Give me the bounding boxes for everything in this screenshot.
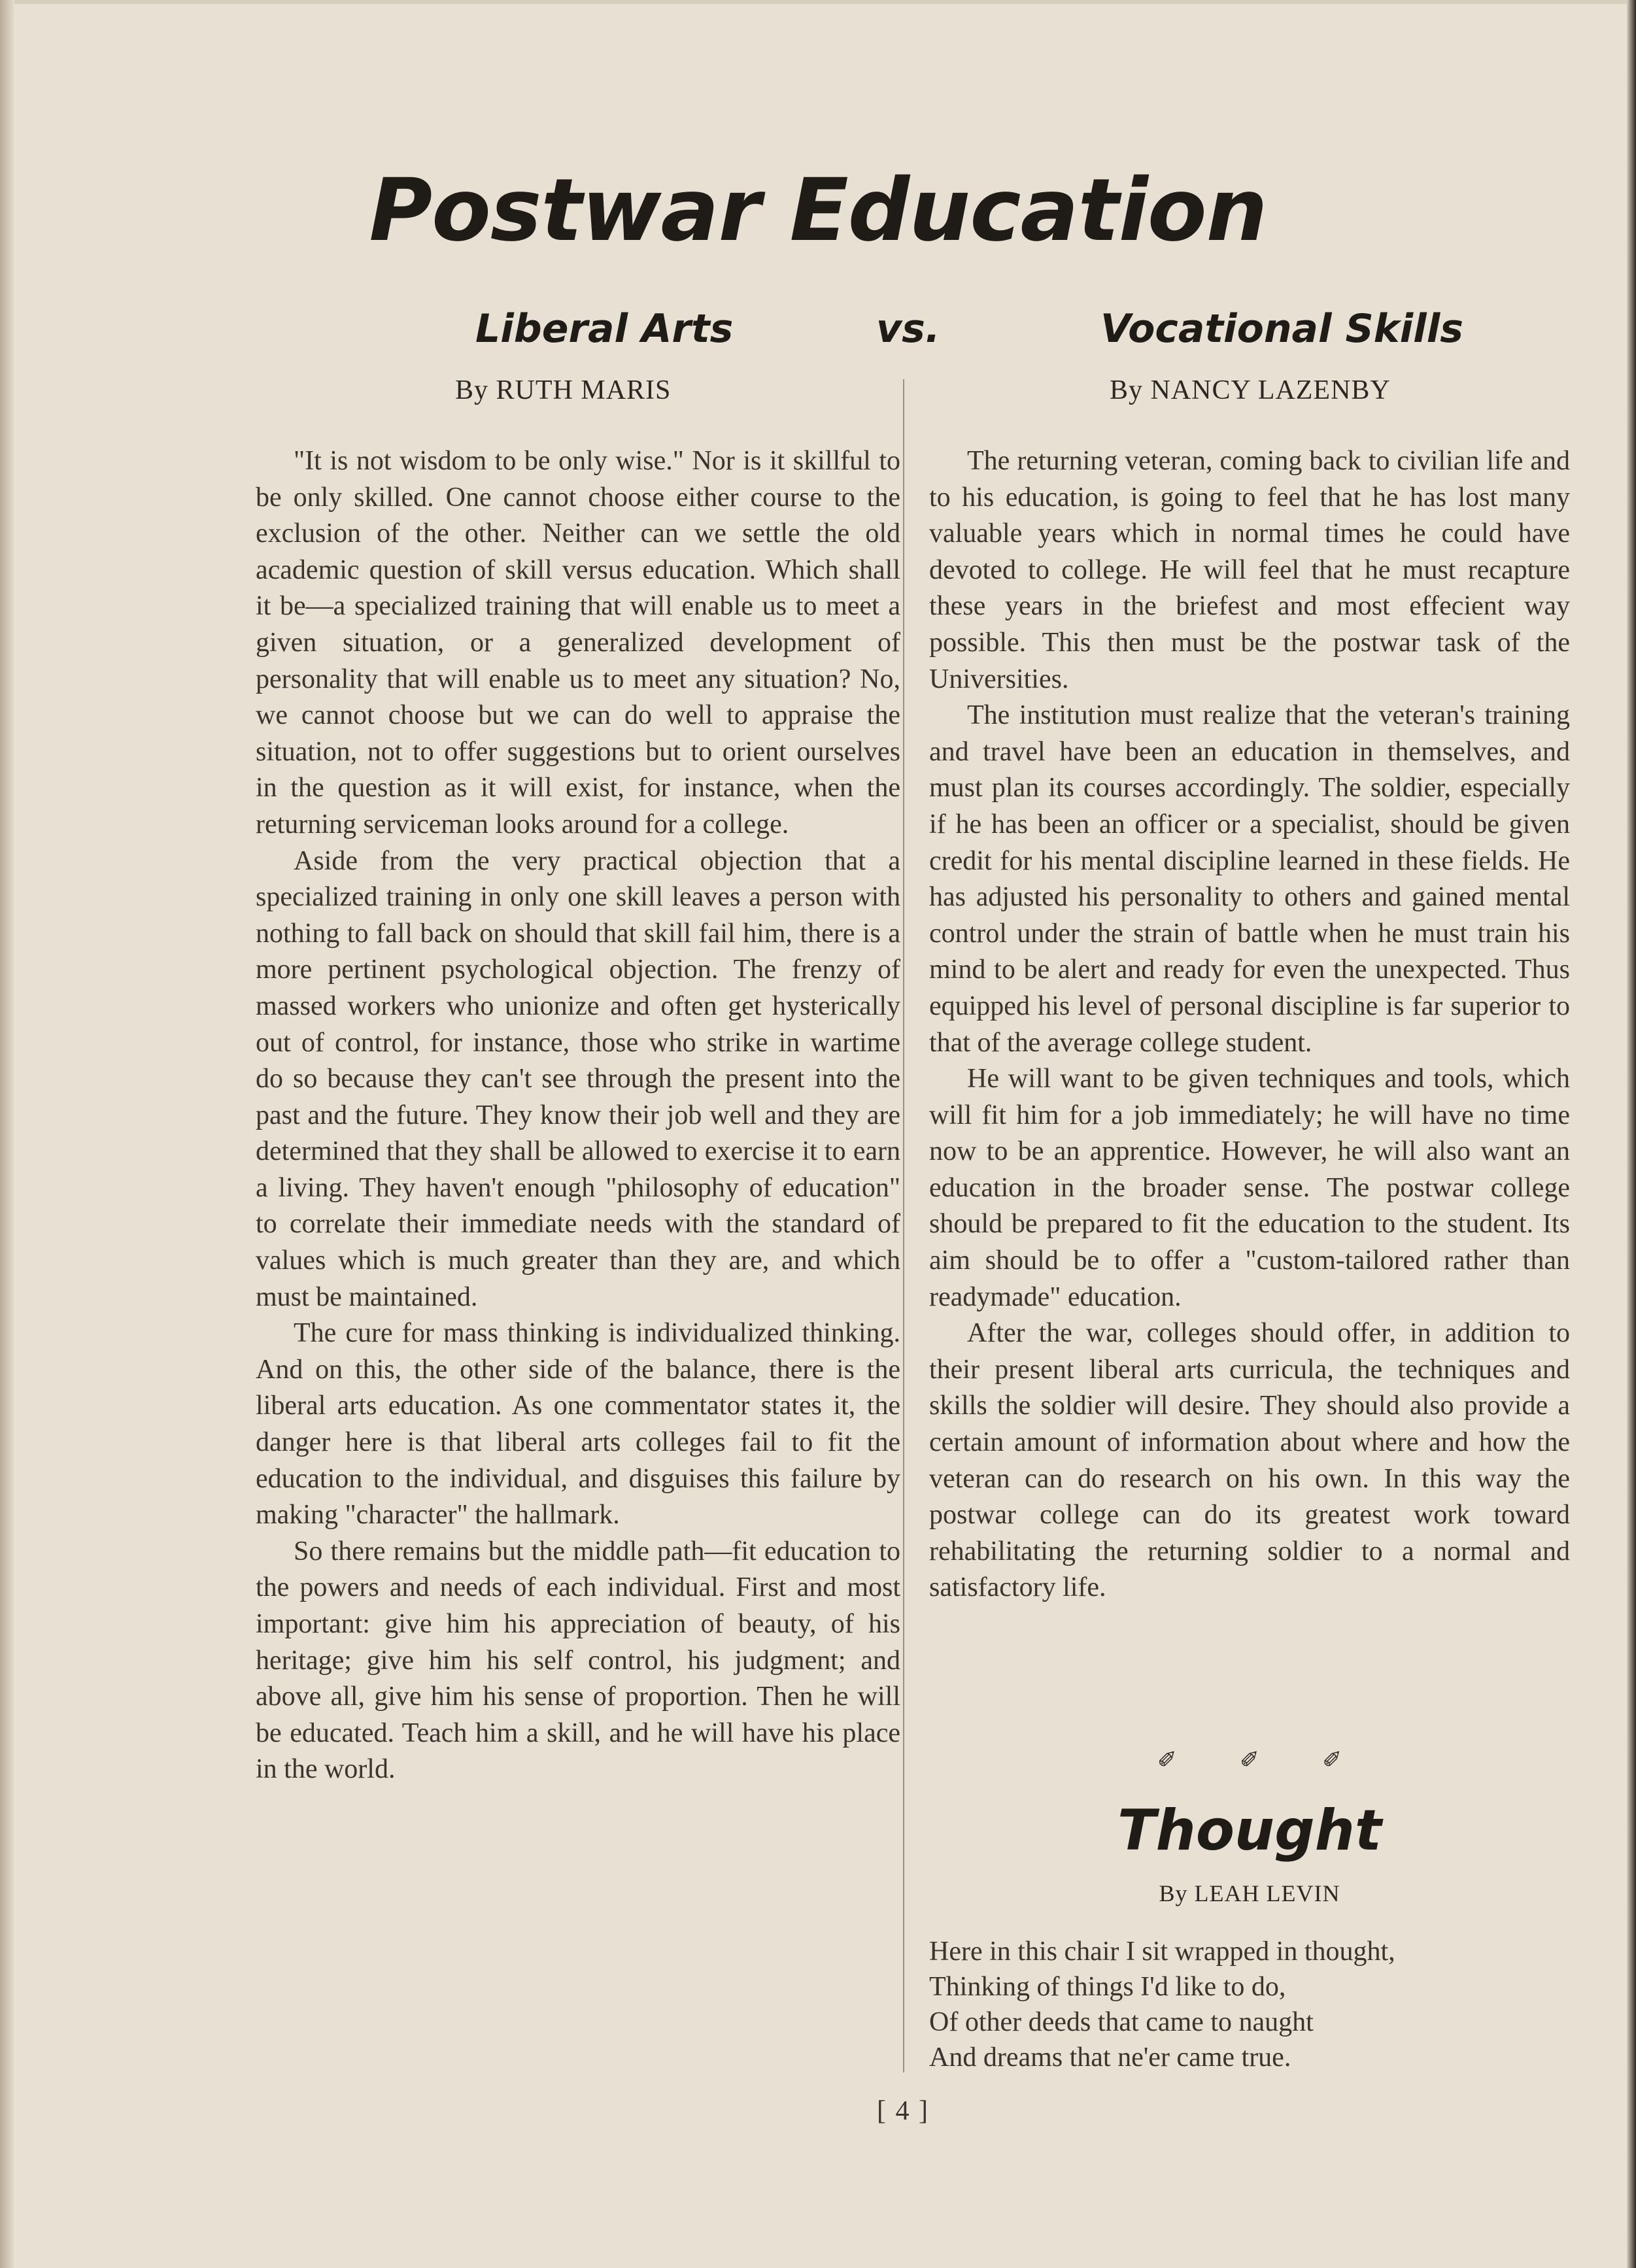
section-ornament	[929, 1747, 1570, 1774]
right-article-body	[929, 443, 1570, 1606]
page-title: Postwar Education	[369, 160, 1267, 261]
column-divider	[903, 379, 904, 2073]
ornament-mark: ✐	[1157, 1747, 1177, 1774]
right-paragraph: The returning veteran, coming back to civilian life and to his education, is going to feel that he has lost many valuable years which in normal times he could have devoted to college. He will feel that he must recapture these years in the briefest and most effecient way possible. This then must be the postwar task of the Universities.	[929, 446, 1570, 694]
right-column-byline: By NANCY LAZENBY	[1110, 375, 1391, 405]
poem-byline: By LEAH LEVIN	[1159, 1880, 1340, 1906]
left-paragraph: Aside from the very practical objection that a specialized training in only one skill leaves a person with nothing to fall back on should that skill fail him, there is a more pertinent psychological objection. The frenzy of massed workers who unionize and often get hysterically out of control, for instance, those who strike in wartime do so because they can't see through the present into the past and the future. They know their job well and they are determined that they shall be allowed to exercise it to earn a living. They haven't enough "philosophy of education" to correlate their immediate needs with the standard of values which is much greater than they are, and which must be maintained.	[256, 845, 900, 1312]
left-paragraph: The cure for mass thinking is individualized thinking. And on this, the other side of the balance, there is the liberal arts education. As one commentator states it, the danger here is that liberal arts colleges fail to fit the education to the individual, and disguises this failure by making "character" the hallmark.	[256, 1318, 900, 1531]
left-article-body	[256, 443, 900, 1788]
ornament-mark: ✐	[1239, 1747, 1260, 1774]
page-right-edge	[1627, 0, 1636, 2268]
right-paragraph: He will want to be given techniques and tools, which will fit him for a job immediately; he will have no time now to be an apprentice. However, he will also want an education in the broader sense. The postwar college should be prepared to fit the education to the student. Its aim should be to offer a "custom-tailored rather than readymade" education.	[929, 1064, 1570, 1312]
left-column-heading: Liberal Arts	[475, 306, 734, 352]
poem-line: Of other deeds that came to naught	[929, 2007, 1314, 2037]
poem-line: And dreams that ne'er came true.	[929, 2042, 1291, 2073]
page-number: [ 4 ]	[877, 2096, 929, 2126]
page-binding-edge	[0, 0, 14, 2268]
left-paragraph: So there remains but the middle path—fit education to the powers and needs of each individual. First and most important: give him his appreciation of beauty, of his heritage; give him his self control, his judgment; and above all, give him his sense of proportion. Then he will be educated. Teach him a skill, and he will have his place in the world.	[256, 1536, 900, 1785]
poem-title: Thought	[1117, 1798, 1382, 1863]
right-paragraph: The institution must realize that the veteran's training and travel have been an education in themselves, and must plan its courses accordingly. The soldier, especially if he has been an officer or a specialist, should be given credit for his mental discipline learned in these fields. He has adjusted his personality to others and gained mental control under the strain of battle when he must train his mind to be alert and ready for even the unexpected. Thus equipped his level of personal discipline is far superior to that of the average college student.	[929, 700, 1570, 1058]
left-paragraph: "It is not wisdom to be only wise." Nor is it skillful to be only skilled. One cannot choose either course to the exclusion of the other. Neither can we settle the old academic question of skill versus education. Which shall it be—a specialized training that will enable us to meet a given situation, or a generalized development of personality that will enable us to meet any situation? No, we cannot choose but we can do well to appraise the situation, not to offer suggestions but to orient ourselves in the question as it will exist, for instance, when the returning serviceman looks around for a college.	[256, 446, 900, 839]
poem-line: Here in this chair I sit wrapped in thought,	[929, 1937, 1395, 1967]
right-paragraph: After the war, colleges should offer, in addition to their present liberal arts curricula, the techniques and skills the soldier will desire. They should also provide a certain amount of information about where and how the veteran can do research on his own. In this way the postwar college can do its greatest work toward rehabilitating the returning soldier to a normal and satisfactory life.	[929, 1318, 1570, 1603]
poem-line: Thinking of things I'd like to do,	[929, 1972, 1286, 2002]
ornament-mark: ✐	[1322, 1747, 1342, 1774]
page-edge-top	[0, 0, 1636, 4]
left-column-byline: By RUTH MARIS	[455, 375, 672, 405]
versus-label: vs.	[876, 306, 940, 352]
poem-body	[929, 1934, 1570, 2075]
right-column-heading: Vocational Skills	[1100, 306, 1463, 352]
